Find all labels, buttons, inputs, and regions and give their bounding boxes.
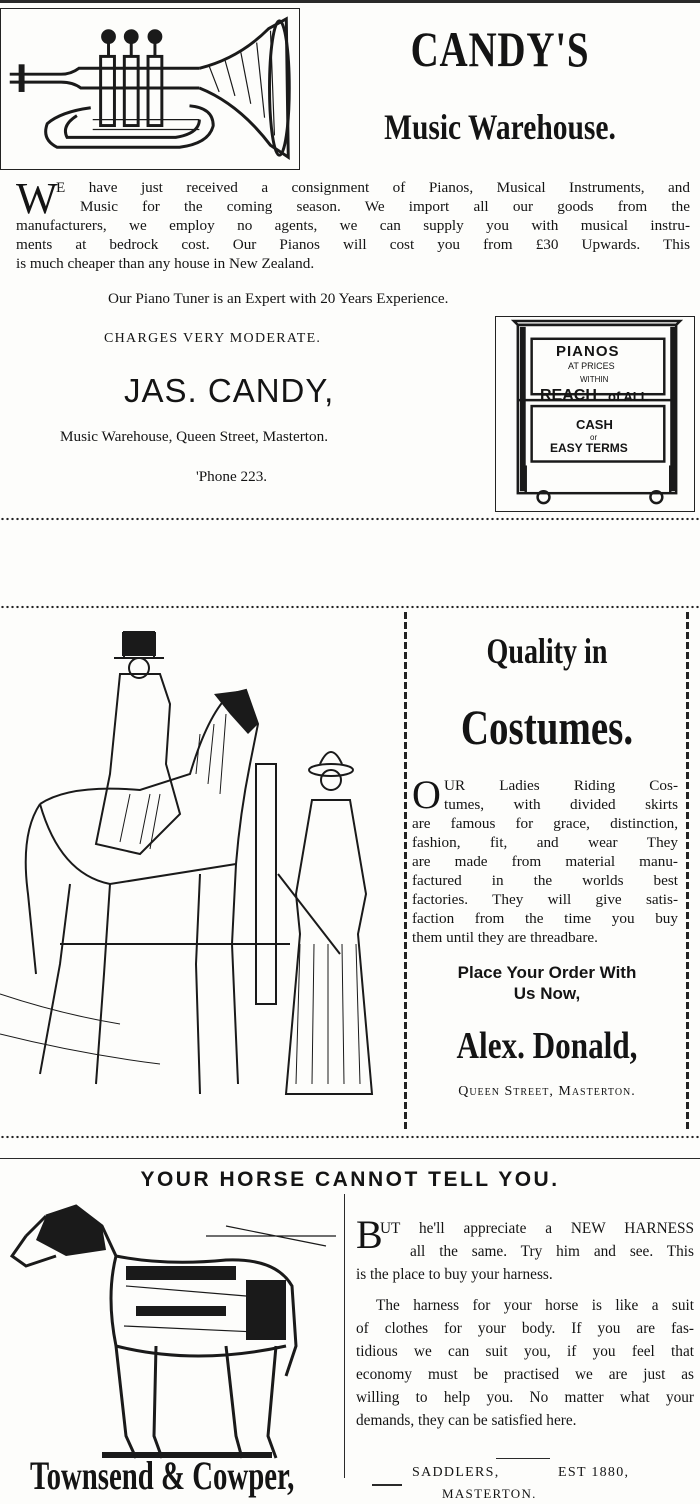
piano-sign-pianos: PIANOS [556,343,620,360]
harness-body-line-4: The harness for your horse is like a suit [376,1297,694,1314]
piano-sign-of-all: of ALL [608,389,649,404]
donald-body-line-3: are famous for grace, distinction, [412,815,678,832]
harness-top-rule [0,1158,700,1159]
harness-body-line-5: of clothes for your body. If you are fas- [356,1320,694,1337]
harnessed-horse-icon [6,1196,338,1470]
donald-bottom-border [0,1134,700,1140]
donald-body-line-9: them until they are threadbare. [412,929,598,946]
candy-bottom-border [0,516,700,522]
candy-proprietor-name: JAS. CANDY, [124,372,335,409]
donald-title-line-1: Quality in [486,631,608,671]
candy-drop-cap: W [16,174,58,223]
candy-body-line-2: Music for the coming season. We import all our goods from the [80,198,690,215]
candy-body-line-3: manufacturers, we employ no agents, we can supply you with musical instru- [16,217,690,234]
candy-tuner-line: Our Piano Tuner is an Expert with 20 Years Experience. [108,290,449,307]
candy-body-line-1: E have just received a consignment of Pianos, Musical Instruments, and [56,179,690,196]
harness-headline: YOUR HORSE CANNOT TELL YOU. [140,1168,560,1191]
harness-body-line-7: economy must be practised we are just as [356,1366,694,1383]
candy-body-line-4: ments at bedrock cost. Our Pianos will cost you from £30 Upwards. This [16,236,690,253]
top-border [0,0,700,3]
horse-and-riders-icon [0,614,402,1118]
piano-illustration [495,316,695,512]
harness-drop-cap: B [356,1212,383,1257]
donald-right-rule [686,612,689,1132]
harness-body-line-1: UT he'll appreciate a NEW HARNESS [380,1220,694,1237]
cornet-illustration [0,8,300,170]
candy-title: CANDY'S [410,21,590,77]
candy-address: Music Warehouse, Queen Street, Masterton. [60,428,329,445]
piano-sign-or: or [590,433,598,442]
harnessed-horse-illustration [6,1196,338,1470]
donald-top-border [0,604,700,610]
harness-town: MASTERTON. [442,1486,537,1501]
harness-column-rule [344,1194,345,1478]
donald-merchant-name: Alex. Donald, [456,1025,638,1067]
piano-sign-easy-terms: EASY TERMS [550,441,628,455]
harness-merchant-name: Townsend & Cowper, [30,1453,295,1498]
harness-body-line-2: all the same. Try him and see. This [410,1243,694,1260]
harness-body-line-9: demands, they can be satisfied here. [356,1412,577,1429]
harness-short-rule [496,1458,550,1459]
harness-body-line-8: willing to help you. No matter what your [356,1389,694,1406]
harness-established: EST 1880, [558,1465,630,1480]
candy-charges-line: CHARGES VERY MODERATE. [104,331,322,346]
donald-body-line-4: fashion, fit, and wear They [412,834,678,851]
harness-body-line-3: is the place to buy your harness. [356,1266,553,1283]
donald-drop-cap: O [412,772,441,817]
donald-title-line-2: Costumes. [460,699,634,755]
candy-subtitle: Music Warehouse. [384,107,616,147]
donald-call-line-2: Us Now, [513,984,581,1003]
candy-body-line-5: is much cheaper than any house in New Zealand. [16,255,315,272]
piano-sign-cash: CASH [576,417,613,432]
harness-trade: SADDLERS, [412,1465,500,1480]
candy-phone: 'Phone 223. [196,468,268,485]
donald-column-rule [404,612,407,1132]
donald-body-line-1: UR Ladies Riding Cos- [444,777,678,794]
riding-costume-illustration [0,614,402,1118]
cornet-icon [1,9,299,169]
piano-sign-at-prices: AT PRICES [568,361,615,371]
donald-address: Queen Street, Masterton. [458,1084,636,1099]
piano-sign-within: WITHIN [580,375,609,384]
harness-dash [372,1484,402,1486]
piano-sign-reach: REACH [540,387,597,404]
donald-call-line-1: Place Your Order With [457,963,637,982]
donald-body-line-5: are made from material manu- [412,853,678,870]
donald-body-line-6: factured in the worlds best [412,872,678,889]
harness-body-line-6: tidious we can suit you, if you feel that [356,1343,694,1360]
donald-body-line-7: factories. They will give satis- [412,891,678,908]
donald-body-line-2: tumes, with divided skirts [444,796,678,813]
donald-body-line-8: faction from the time you buy [412,910,678,927]
